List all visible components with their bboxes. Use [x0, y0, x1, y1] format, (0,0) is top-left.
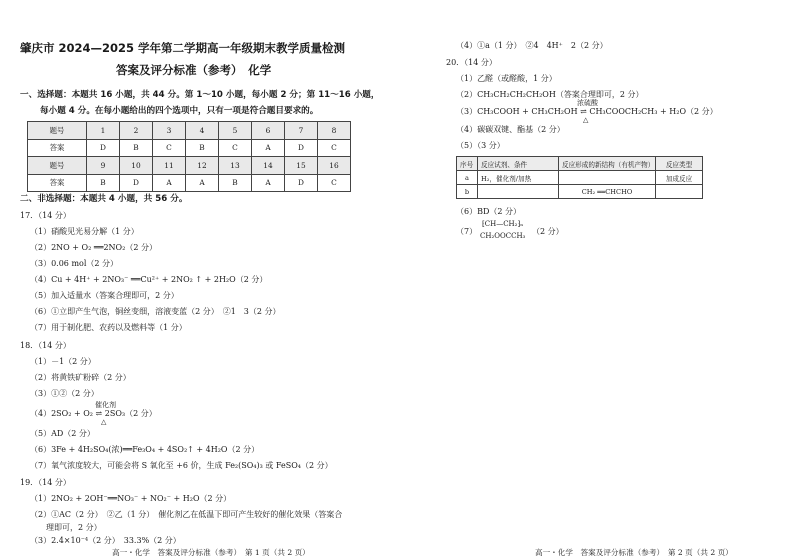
q18-line: （1）－1（2 分） — [30, 357, 96, 366]
q20-line: （7） — [456, 227, 478, 236]
table-cell: 14 — [252, 157, 285, 175]
q20-line7-score: （2 分） — [532, 227, 564, 236]
table-cell: 7 — [285, 122, 318, 140]
q19-line: （1）2NO₂ + 2OH⁻══NO₃⁻ + NO₂⁻ + H₂O（2 分） — [30, 494, 232, 503]
condition-label: 浓硫酸 — [577, 99, 598, 107]
polymer-chain: ⁅CH—CH₂⁆ₙ — [482, 220, 524, 228]
table-cell: 答案 — [28, 174, 87, 192]
table-cell: 题号 — [28, 157, 87, 175]
q20-line: （3）CH₃COOH + CH₃CH₂OH ⇌ CH₃COOCH₂CH₃ + H₂O（2 分） — [456, 107, 718, 116]
section2-heading: 二、非选择题：本题共 4 小题，共 56 分。 — [20, 194, 188, 204]
section1-heading-line1: 一、选择题：本题共 16 小题，共 44 分。第 1～10 小题，每小题 2 分；第 11～16 小题， — [20, 90, 380, 100]
q18-title: 18．（14 分） — [20, 341, 71, 350]
table-cell: 15 — [285, 157, 318, 175]
table-cell: C — [153, 139, 186, 157]
table-cell: 6 — [252, 122, 285, 140]
table-cell: 12 — [186, 157, 219, 175]
q20-line: （6）BD（2 分） — [456, 207, 522, 216]
table-cell: C — [219, 139, 252, 157]
answer-table-row — [28, 122, 351, 140]
table-cell: 序号 — [457, 157, 478, 171]
q19-continued-line: （4）①a（1 分） ②4 4H⁺ 2（2 分） — [456, 41, 608, 50]
q17-title: 17．（14 分） — [20, 211, 71, 220]
q20-line: （4）碳碳双键、酯基（2 分） — [456, 125, 565, 134]
answer-table — [27, 121, 351, 192]
table-cell: C — [318, 174, 351, 192]
q19-line: （3）2.4×10⁻⁴（2 分） 33.3%（2 分） — [30, 536, 181, 545]
answer-table-row — [28, 139, 351, 157]
table-cell: 3 — [153, 122, 186, 140]
q17-line: （4）Cu + 4H⁺ + 2NO₃⁻ ══Cu²⁺ + 2NO₂ ↑ + 2H₂O（2 分） — [30, 275, 268, 284]
table-cell — [559, 171, 656, 185]
table-cell: 9 — [87, 157, 120, 175]
q19-line: （2）①AC（2 分） ②乙（1 分） 催化剂乙在低温下即可产生较好的催化效果（答案合 — [30, 510, 343, 519]
q18-line: （4）2SO₂ + O₂ ⇌ 2SO₃（2 分） — [30, 409, 157, 418]
section1-heading-line2: 每小题 4 分。在每小题给出的四个选项中，只有一项是符合题目要求的。 — [40, 106, 319, 116]
table-cell: 1 — [87, 122, 120, 140]
table-cell: 答案 — [28, 139, 87, 157]
table-cell: 反应形成的新结构（有机产物） — [559, 157, 656, 171]
table-cell: 反应试剂、条件 — [478, 157, 559, 171]
polymer-side-group: CH₂OOCCH₃ — [480, 232, 526, 240]
q19-title: 19．（14 分） — [20, 478, 71, 487]
table-cell: CH₂ ══CHCHO — [559, 185, 656, 199]
table-cell: A — [153, 174, 186, 192]
table-cell: 16 — [318, 157, 351, 175]
table-cell: a — [457, 171, 478, 185]
doc-title-line2: 答案及评分标准（参考） 化学 — [116, 63, 272, 77]
q17-line: （7）用于制化肥、农药以及燃料等（1 分） — [30, 323, 187, 332]
table-cell: 5 — [219, 122, 252, 140]
table-cell: A — [252, 139, 285, 157]
heat-label: △ — [583, 116, 589, 124]
table-cell: D — [285, 174, 318, 192]
table-cell: B — [87, 174, 120, 192]
q18-line: （2）将黄铁矿粉碎（2 分） — [30, 373, 131, 382]
q17-line: （3）0.06 mol（2 分） — [30, 259, 119, 268]
table-cell: B — [186, 139, 219, 157]
q20-line: （2）CH₃CH₂CH₂CH₂OH（答案合理即可，2 分） — [456, 90, 644, 99]
table-cell: A — [186, 174, 219, 192]
catalyst-label: 催化剂 — [95, 401, 116, 409]
footer-left: 高一・化学 答案及评分标准（参考） 第 1 页（共 2 页） — [112, 548, 310, 557]
heat-label: △ — [101, 418, 107, 426]
table-cell: 8 — [318, 122, 351, 140]
q17-line: （6）①立即产生气泡，铜丝变细，溶液变蓝（2 分） ②1 3（2 分） — [30, 307, 281, 316]
q17-line: （1）硝酸见光易分解（1 分） — [30, 227, 139, 236]
table-cell: 反应类型 — [656, 157, 703, 171]
table-cell: A — [252, 174, 285, 192]
doc-title-line1: 肇庆市 2024—2025 学年第二学期高一年级期末教学质量检测 — [20, 41, 346, 55]
q18-line: （5）AD（2 分） — [30, 429, 95, 438]
table-cell — [478, 185, 559, 199]
table-cell: 题号 — [28, 122, 87, 140]
q19-line: 理即可，2 分） — [30, 523, 102, 532]
q17-line: （5）加入适量水（答案合理即可，2 分） — [30, 291, 179, 300]
reaction-table — [456, 156, 703, 199]
table-row — [457, 171, 703, 185]
table-cell: D — [285, 139, 318, 157]
table-cell: D — [87, 139, 120, 157]
table-row — [457, 157, 703, 171]
table-row — [457, 185, 703, 199]
table-cell: B — [120, 139, 153, 157]
table-cell — [656, 185, 703, 199]
table-cell: 4 — [186, 122, 219, 140]
q18-line: （7）氧气浓度较大，可能会将 S 氧化至 +6 价，生成 Fe₂(SO₄)₃ 或 FeSO₄（2 分） — [30, 461, 333, 470]
answer-table-row — [28, 157, 351, 175]
table-cell: C — [318, 139, 351, 157]
table-cell: 13 — [219, 157, 252, 175]
table-cell: D — [120, 174, 153, 192]
answer-table-row — [28, 174, 351, 192]
table-cell: H₂，催化剂/加热 — [478, 171, 559, 185]
table-cell: B — [219, 174, 252, 192]
q20-line: （5）（3 分） — [456, 141, 505, 150]
table-cell: 10 — [120, 157, 153, 175]
table-cell: 2 — [120, 122, 153, 140]
q20-title: 20．（14 分） — [446, 58, 497, 67]
q20-line: （1）乙醛（或醛酸，1 分） — [456, 74, 557, 83]
table-cell: 11 — [153, 157, 186, 175]
footer-right: 高一・化学 答案及评分标准（参考） 第 2 页（共 2 页） — [535, 548, 733, 557]
q18-line: （6）3Fe + 4H₂SO₄(浓)══Fe₃O₄ + 4SO₂↑ + 4H₂O（2 分） — [30, 445, 260, 454]
q17-line: （2）2NO + O₂ ══2NO₂（2 分） — [30, 243, 157, 252]
table-cell: 加成反应 — [656, 171, 703, 185]
q18-line: （3）①②（2 分） — [30, 389, 99, 398]
table-cell: b — [457, 185, 478, 199]
